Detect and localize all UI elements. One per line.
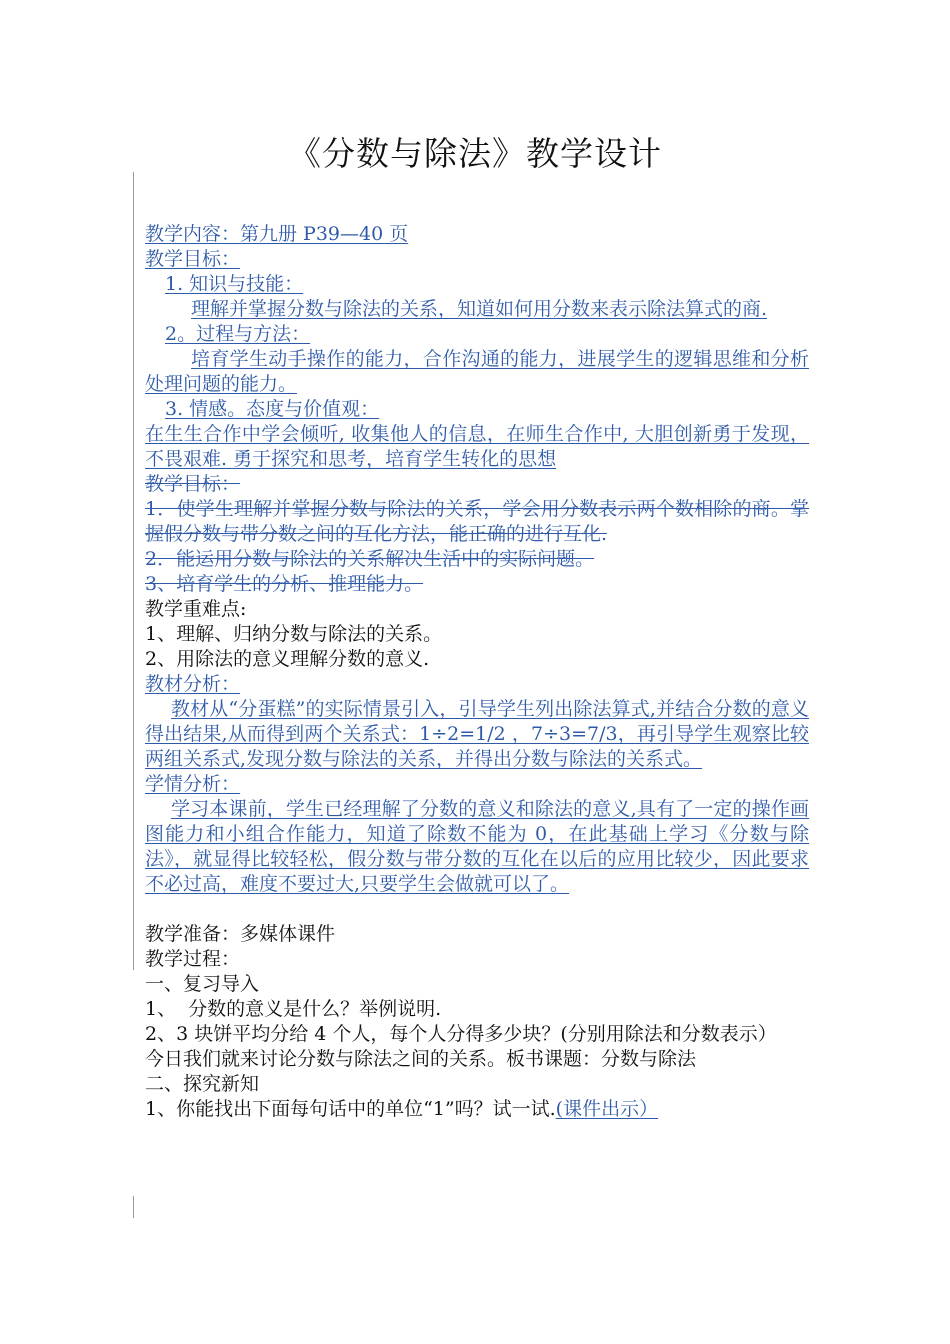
objective-knowledge-heading: 1. 知识与技能：	[165, 273, 304, 295]
review-heading: 一、复习导入	[145, 973, 260, 995]
review-item: 2、3 块饼平均分给 4 个人，每个人分得多少块？(分别用除法和分数表示）	[145, 1023, 777, 1045]
key-point-item: 2、用除法的意义理解分数的意义.	[145, 648, 430, 670]
key-point-item: 1、理解、归纳分数与除法的关系。	[145, 623, 443, 645]
material-analysis-heading: 教材分析：	[145, 673, 241, 695]
objective-process-heading: 2。过程与方法：	[165, 323, 311, 345]
change-bar	[133, 172, 134, 970]
student-analysis-heading: 学情分析：	[145, 773, 241, 795]
teaching-content-line: 教学内容：第九册 P39—40 页	[145, 223, 409, 245]
explore-item-note: (课件出示）	[555, 1098, 659, 1120]
explore-heading: 二、探究新知	[145, 1073, 260, 1095]
objectives-heading: 教学目标：	[145, 248, 241, 270]
objective-knowledge-text: 理解并掌握分数与除法的关系，知道如何用分数来表示除法算式的商.	[191, 298, 768, 320]
key-points-heading: 教学重难点:	[145, 598, 247, 620]
explore-item-text: 1、你能找出下面每句话中的单位“1”吗？试一试.	[145, 1098, 556, 1120]
objective-attitude-text: 在生生合作中学会倾听, 收集他人的信息，在师生合作中, 大胆创新勇于发现，不畏艰难. 勇于探究和思考，培育学生转化的思想	[145, 423, 809, 470]
blank-line	[145, 897, 809, 922]
explore-item	[145, 1097, 809, 1122]
process-heading: 教学过程：	[145, 948, 241, 970]
preparation-line: 教学准备：多媒体课件	[145, 923, 336, 945]
lesson-intro: 今日我们就来讨论分数与除法之间的关系。板书课题：分数与除法	[145, 1048, 697, 1070]
objective-process-text: 培育学生动手操作的能力，合作沟通的能力，进展学生的逻辑思维和分析处理问题的能力。	[145, 348, 809, 395]
objective-attitude-heading: 3. 情感。态度与价值观：	[165, 398, 380, 420]
document-title: 《分数与除法》教学设计	[288, 134, 662, 173]
review-item: 1、 分数的意义是什么？举例说明.	[145, 998, 442, 1020]
deleted-objective-1: 1．使学生理解并掌握分数与除法的关系，学会用分数表示两个数相除的商。掌握假分数与带分数之间的互化方法，能正确的进行互化.	[145, 498, 809, 545]
material-analysis-text: 教材从“分蛋糕”的实际情景引入，引导学生列出除法算式,并结合分数的意义得出结果,从而得到两个关系式：1÷2=1/2 ，7÷3=7/3，再引导学生观察比较两组关系式,发现分数与除法的关系，并得出分数与除法的关系式。	[145, 698, 809, 770]
document-body	[145, 222, 809, 1122]
deleted-objective-3: 3、培育学生的分析、推理能力。	[145, 573, 424, 595]
student-analysis-text: 学习本课前，学生已经理解了分数的意义和除法的意义,具有了一定的操作画图能力和小组合作能力，知道了除数不能为 0，在此基础上学习《分数与除法》，就显得比较轻松，假分数与带分数的互化在以后的应用比较少，因此要求不必过高，难度不要过大,只要学生会做就可以了。	[145, 798, 809, 895]
deleted-objective-2: 2．能运用分数与除法的关系解决生活中的实际问题。	[145, 548, 595, 570]
deleted-objectives-heading: 教学目标：	[145, 473, 241, 495]
change-bar	[133, 1196, 134, 1218]
